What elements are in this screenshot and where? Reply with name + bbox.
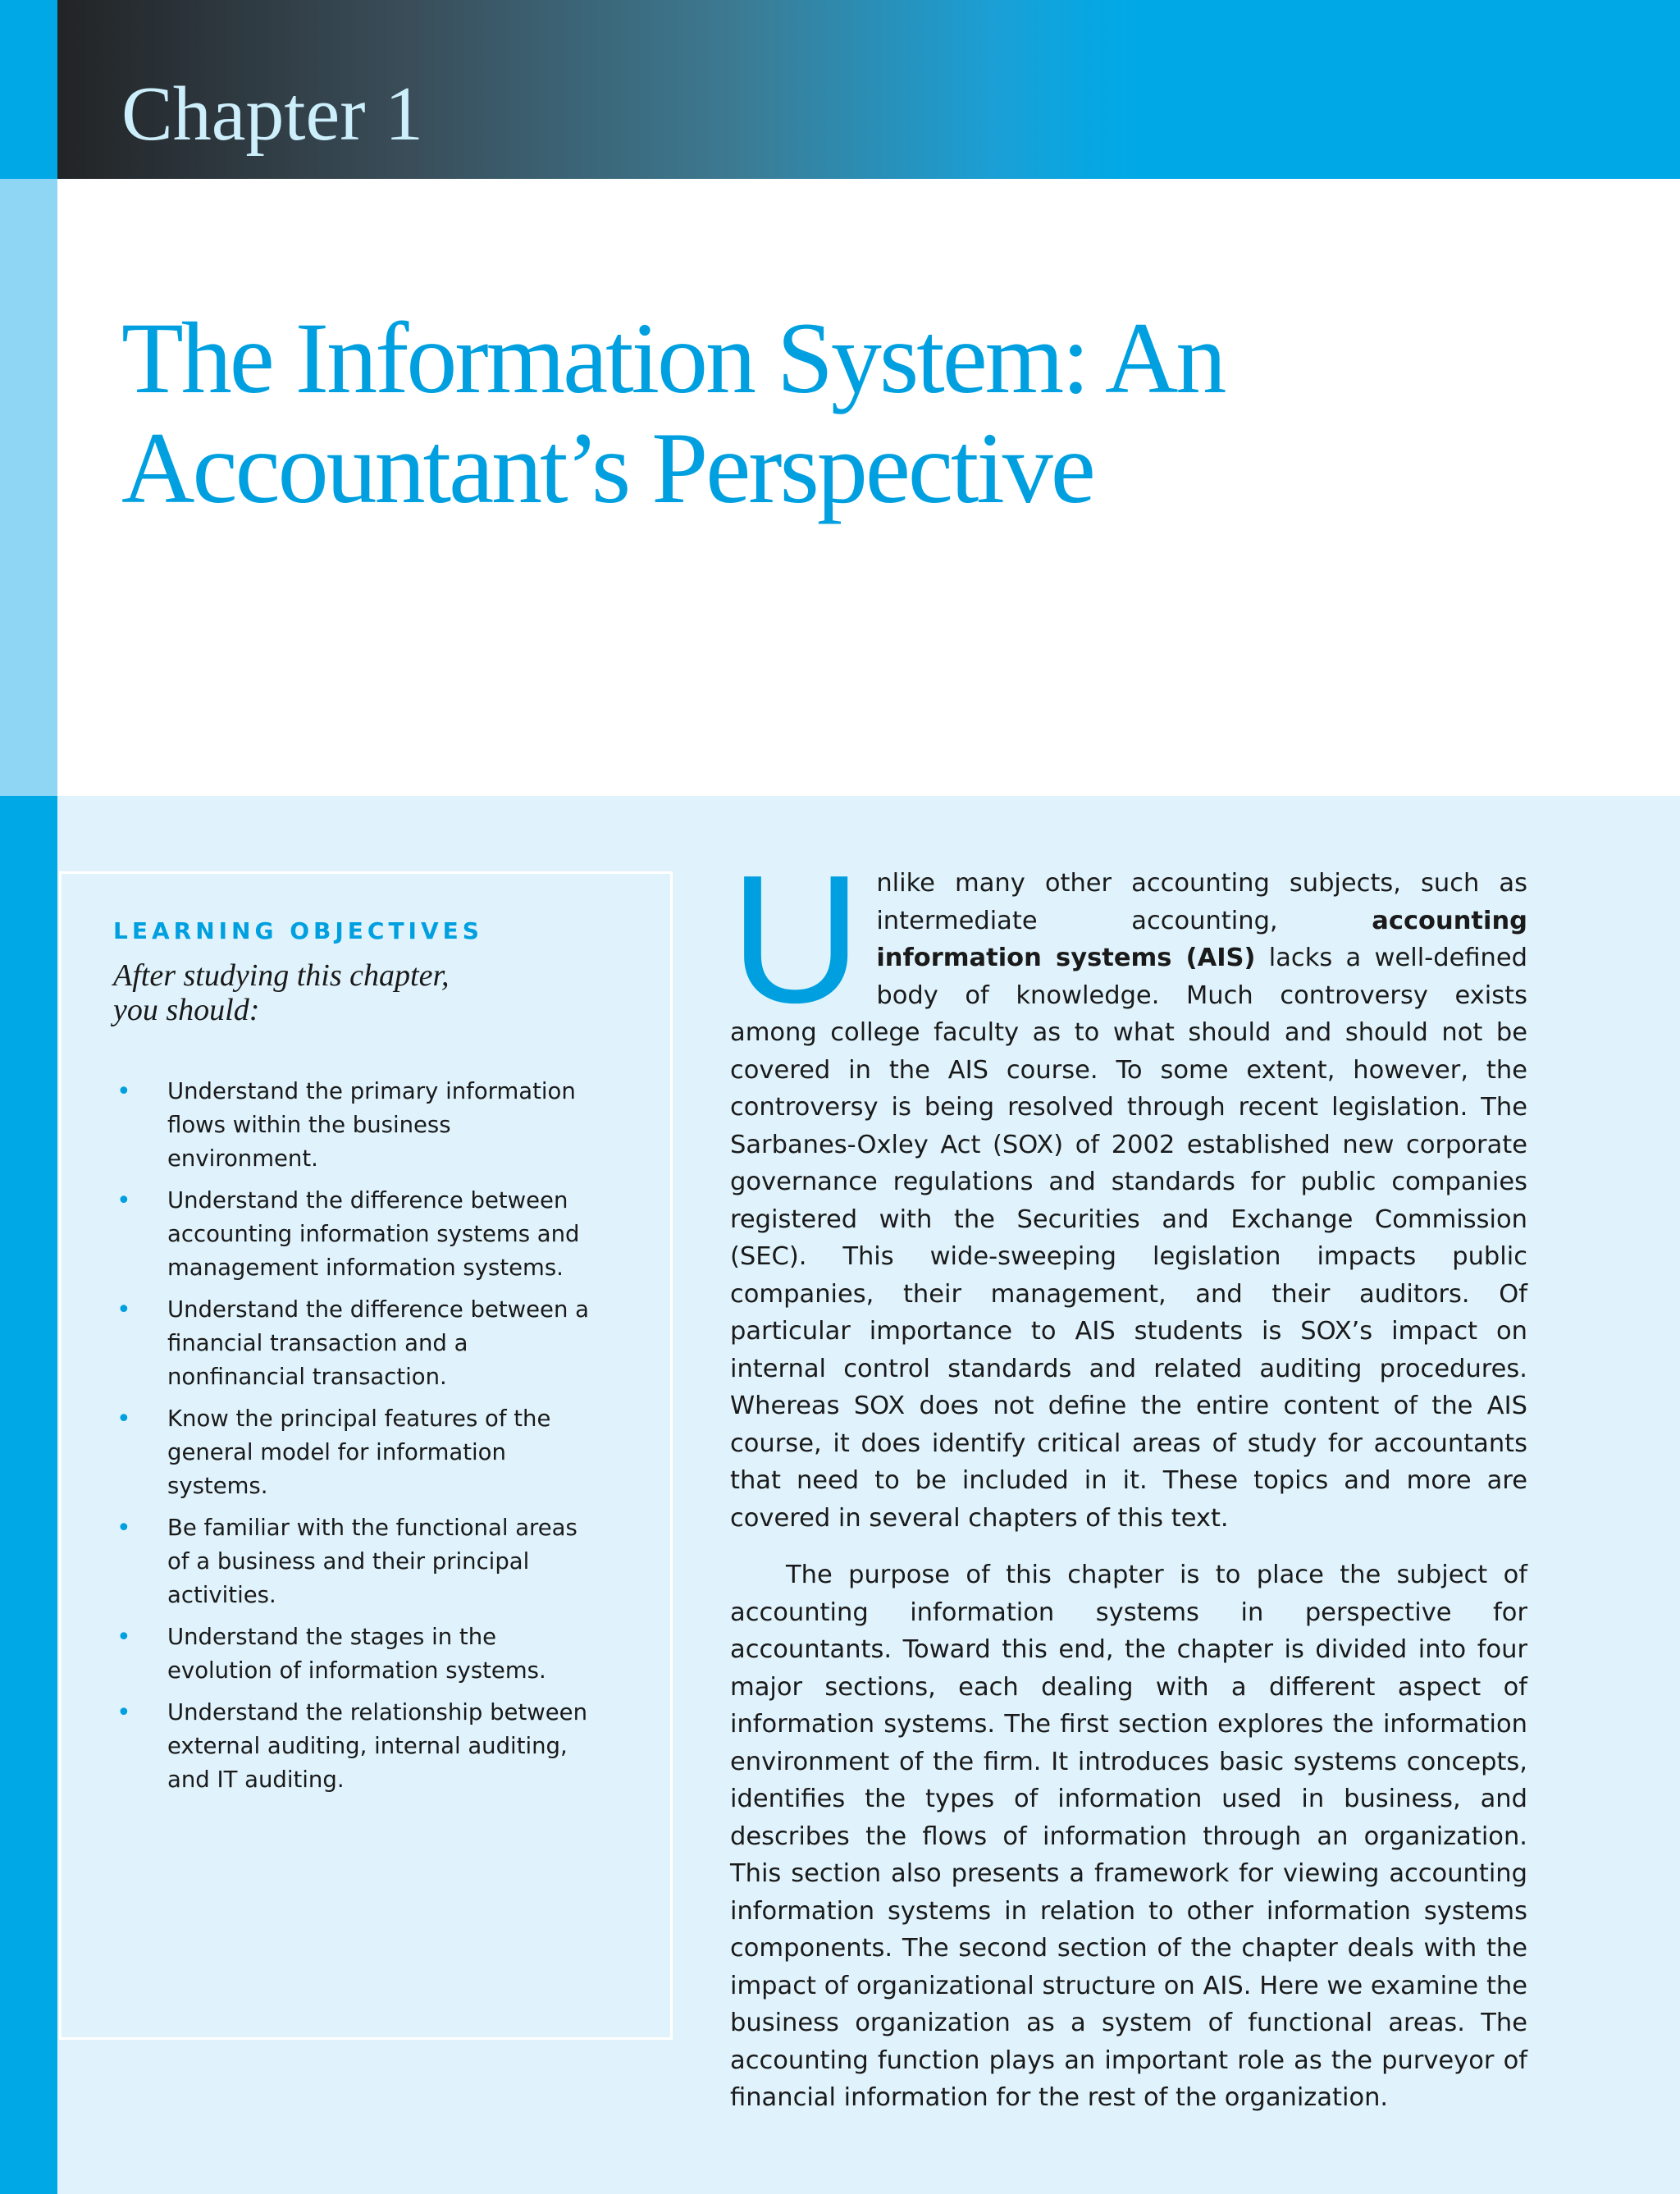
- bullet-icon: •: [116, 1623, 131, 1652]
- objective-text: Understand the primary information flows within the business environment.: [167, 1078, 576, 1172]
- paragraph-1-text-a: nlike many other accounting subjects, such as intermediate accounting,: [876, 869, 1527, 935]
- body-paragraph-2: The purpose of this chapter is to place the subject of accounting information systems in perspective for accountants. Toward this end, the chapter is divided into four major sections, each dealing with a different aspect of information systems. The first section explores the information environment of the firm. It introduces basic systems concepts, identifies the types of information used in business, and describes the flows of information through an organization. This section also presents a framework for viewing accounting information systems in relation to other information systems components. The second section of the chapter deals with the impact of organizational structure on AIS. Here we examine the business organization as a system of functional areas. The accounting function plays an important role as the purveyor of financial information for the rest of the organization.: [730, 1561, 1527, 2112]
- chapter-title: [121, 304, 1598, 523]
- body-text-column: [730, 838, 1528, 2117]
- objective-item: [113, 1620, 589, 1688]
- objective-item: [113, 1184, 589, 1285]
- key-term-ais: accounting information systems (AIS): [876, 906, 1527, 972]
- bullet-icon: •: [116, 1514, 131, 1543]
- left-edge-strip-middle: [0, 179, 57, 796]
- learning-objectives-heading: LEARNING OBJECTIVES: [113, 917, 483, 944]
- objective-text: Understand the difference between accounting information systems and management information systems.: [167, 1187, 580, 1281]
- objective-text: Be familiar with the functional areas of a business and their principal activities.: [167, 1515, 578, 1608]
- paragraph-1-text-b: lacks a well-defined body of knowledge. Much controversy exists among college faculty as to what should and should not be covered in the AIS course. To some extent, however, the controversy is being resolved through recent legislation. The Sarbanes-Oxley Act (SOX) of 2002 established new corporate governance regulations and standards for public companies registered with the Securities and Exchange Commission (SEC). This wide-sweeping legislation impacts public companies, their management, and their auditors. Of particular importance to AIS students is SOX’s impact on internal control standards and related auditing procedures. Whereas SOX does not define the entire content of the AIS course, it does identify critical areas of study for accountants that need to be included in it. These topics and more are covered in several chapters of this text.: [730, 944, 1528, 1533]
- left-edge-strip-top: [0, 0, 57, 179]
- intro-line-1: After studying this chapter,: [113, 958, 450, 993]
- bullet-icon: •: [116, 1077, 131, 1106]
- chapter-title-line-2: Accountant’s Perspective: [121, 412, 1093, 524]
- chapter-label: Chapter 1: [121, 71, 424, 157]
- objective-text: Understand the relationship between external auditing, internal auditing, and IT auditing.: [167, 1699, 587, 1793]
- objective-item: [113, 1402, 589, 1503]
- bullet-icon: •: [116, 1405, 131, 1433]
- left-edge-strip-bottom: [0, 796, 57, 2194]
- learning-objectives-list: [113, 1075, 589, 1805]
- bullet-icon: •: [116, 1186, 131, 1215]
- objective-text: Understand the difference between a financial transaction and a nonfinancial transaction.: [167, 1296, 590, 1390]
- chapter-title-line-1: The Information System: An: [121, 302, 1225, 414]
- objective-item: [113, 1293, 589, 1394]
- drop-cap: U: [730, 838, 862, 1041]
- body-paragraph-1: [730, 838, 1528, 1537]
- bullet-icon: •: [116, 1698, 131, 1727]
- objective-text: Know the principal features of the general model for information systems.: [167, 1406, 551, 1499]
- objective-item: [113, 1511, 589, 1612]
- learning-objectives-intro: [113, 958, 573, 1027]
- bullet-icon: •: [116, 1296, 131, 1324]
- objective-item: [113, 1075, 589, 1176]
- objective-item: [113, 1696, 589, 1797]
- objective-text: Understand the stages in the evolution of information systems.: [167, 1624, 546, 1684]
- intro-line-2: you should:: [113, 993, 260, 1027]
